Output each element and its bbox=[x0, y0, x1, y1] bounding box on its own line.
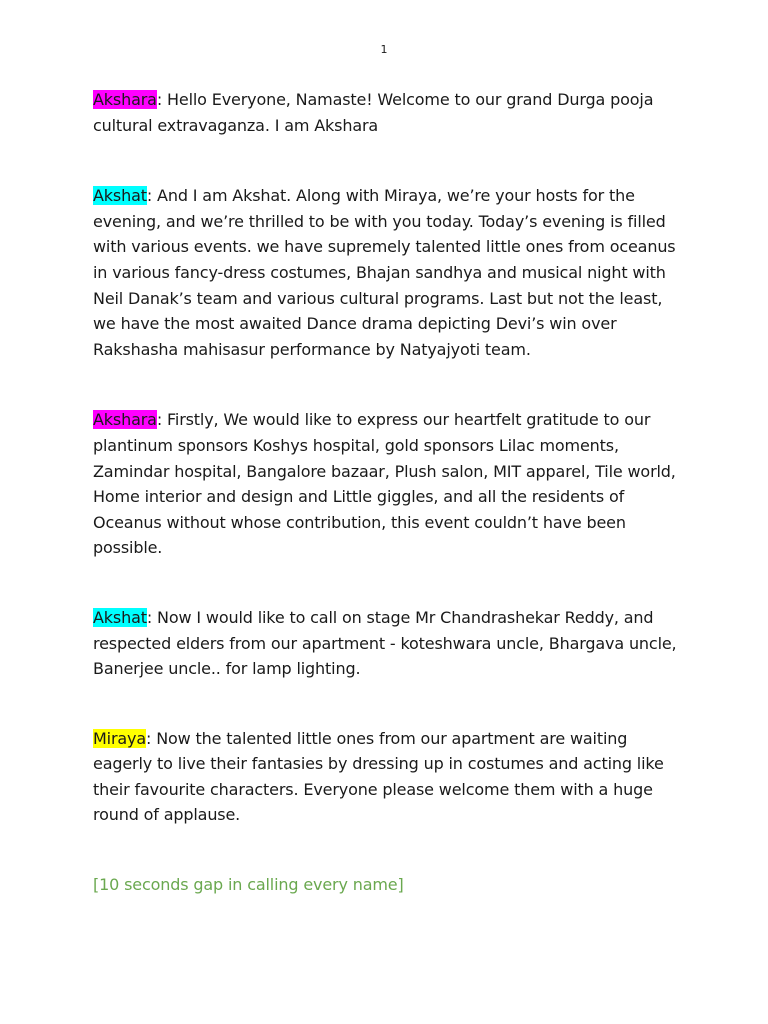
dialogue-paragraph bbox=[93, 726, 683, 828]
dialogue-text: : Firstly, We would like to express our heartfelt gratitude to our plantinum sponsors Koshys hospital, gold sponsors Lilac moments, Zamindar hospital, Bangalore bazaar, Plush salon, MIT apparel, Tile world, Home interior and design and Little giggles, and all the residents of Oceanus without whose contribution, this event couldn’t have been possible. bbox=[93, 410, 676, 558]
script-content bbox=[93, 87, 683, 898]
dialogue-text: : Now the talented little ones from our apartment are waiting eagerly to live their fantasies by dressing up in costumes and acting like their favourite characters. Everyone please welcome them with a huge round of applause. bbox=[93, 728, 664, 825]
speaker-name-akshara: Akshara bbox=[93, 410, 157, 430]
dialogue-paragraph bbox=[93, 605, 683, 682]
dialogue-paragraph bbox=[93, 87, 683, 138]
dialogue-text: : Hello Everyone, Namaste! Welcome to our grand Durga pooja cultural extravaganza. I am Akshara bbox=[93, 90, 654, 135]
speaker-name-miraya: Miraya bbox=[93, 728, 147, 748]
dialogue-paragraph bbox=[93, 407, 683, 561]
page-number: 1 bbox=[380, 43, 388, 56]
speaker-name-akshat: Akshat bbox=[93, 607, 147, 627]
dialogue-paragraph bbox=[93, 183, 683, 362]
dialogue-text: : And I am Akshat. Along with Miraya, we’re your hosts for the evening, and we’re thrilled to be with you today. Today’s evening is filled with various events. we have supremely talented little ones from oceanus in various fancy-dress costumes, Bhajan sandhya and musical night with Neil Danak’s team and various cultural programs. Last but not the least, we have the most awaited Dance drama depicting Devi’s win over Rakshasha mahisasur performance by Natyajyoti team. bbox=[93, 186, 676, 359]
speaker-name-akshara: Akshara bbox=[93, 90, 157, 109]
speaker-name-akshat: Akshat bbox=[93, 186, 147, 206]
stage-note: [10 seconds gap in calling every name] bbox=[93, 875, 404, 895]
dialogue-text: : Now I would like to call on stage Mr Chandrashekar Reddy, and respected elders from our apartment - koteshwara uncle, Bhargava uncle, Banerjee uncle.. for lamp lighting. bbox=[93, 607, 677, 679]
